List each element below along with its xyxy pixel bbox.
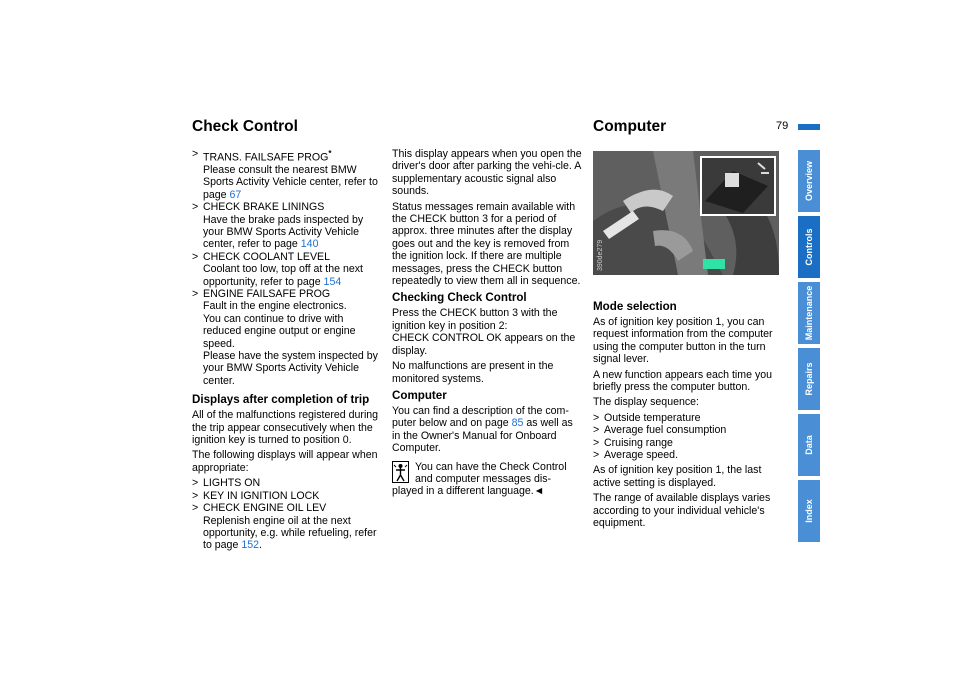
note-box: You can have the Check Control and computer messages dis-played in a different language.◄ bbox=[392, 460, 567, 498]
page-marker-bar bbox=[798, 124, 820, 130]
tab-data[interactable]: Data bbox=[798, 414, 820, 476]
list-item: > Cruising range bbox=[593, 436, 673, 449]
paragraph: No malfunctions are present in the monitored systems. bbox=[392, 360, 554, 385]
tab-repairs[interactable]: Repairs bbox=[798, 348, 820, 410]
list-item: > Average speed. bbox=[593, 449, 679, 462]
paragraph: This display appears when you open the driver's door after parking the vehi-cle. A supplementary acoustic signal also sounds. bbox=[392, 148, 582, 198]
column-1 bbox=[192, 148, 382, 552]
paragraph: A new function appears each time you briefly press the computer button. bbox=[593, 368, 773, 394]
column-3 bbox=[593, 296, 783, 533]
section-heading: Mode selection bbox=[593, 300, 677, 313]
paragraph: Status messages remain available with the CHECK button 3 for a period of approx. three minutes after the display goes out and the key is removed from the ignition lock. If there are multiple messages, press the CHECK button repeatedly to view them all in sequence. bbox=[392, 200, 581, 288]
list-item: > TRANS. FAILSAFE PROG* Please consult the nearest BMW Sports Activity Vehicle center, refer to page 67 bbox=[192, 148, 378, 201]
left-section-title: Check Control bbox=[192, 118, 298, 135]
paragraph: All of the malfunctions registered during the trip appear consecutively when the ignition key is turned to position 0. bbox=[192, 409, 379, 447]
tab-overview[interactable]: Overview bbox=[798, 150, 820, 212]
list-item: > CHECK COOLANT LEVEL Coolant too low, top off at the next opportunity, refer to page 154 bbox=[192, 250, 363, 288]
section-heading: Checking Check Control bbox=[392, 291, 527, 305]
photo-code: 390de279 bbox=[597, 239, 604, 271]
list-item: > CHECK ENGINE OIL LEV Replenish engine oil at the next opportunity, e.g. while refueling, refer to page 152. bbox=[192, 502, 377, 552]
page-link[interactable]: 152 bbox=[241, 539, 259, 552]
list-item: > Outside temperature bbox=[593, 411, 701, 424]
paragraph: The range of available displays varies according to your individual vehicle's equipment. bbox=[593, 492, 771, 530]
page-link[interactable]: 67 bbox=[229, 188, 242, 201]
page-link[interactable]: 85 bbox=[511, 417, 524, 430]
page-link[interactable]: 140 bbox=[300, 238, 319, 251]
section-heading: Displays after completion of trip bbox=[192, 393, 370, 407]
list-item: > CHECK BRAKE LININGS Have the brake pads inspected by your BMW Sports Activity Vehicle center, refer to page 140 bbox=[192, 201, 364, 251]
section-heading: Computer bbox=[392, 388, 447, 402]
list-item: > Average fuel consumption bbox=[593, 424, 727, 437]
page-link[interactable]: 154 bbox=[323, 275, 342, 288]
person-warning-icon bbox=[392, 461, 409, 483]
paragraph: Press the CHECK button 3 with the ignition key in position 2: CHECK CONTROL OK appears on the display. bbox=[392, 307, 576, 357]
tab-index[interactable]: Index bbox=[798, 480, 820, 542]
list-item: > KEY IN IGNITION LOCK bbox=[192, 489, 320, 502]
tab-maintenance[interactable]: Maintenance bbox=[798, 282, 820, 344]
paragraph: As of ignition key position 1, you can request information from the computer using the computer button in the turn signal lever. bbox=[593, 316, 773, 366]
page-number: 79 bbox=[776, 120, 789, 132]
paragraph: As of ignition key position 1, the last active setting is displayed. bbox=[593, 464, 762, 489]
tab-controls[interactable]: Controls bbox=[798, 216, 820, 278]
right-section-title: Computer bbox=[593, 118, 667, 135]
steering-column-photo bbox=[593, 151, 779, 275]
list-item: > ENGINE FAILSAFE PROG Fault in the engine electronics. You can continue to drive with reduced engine output or engine speed. Please have the system inspected by your BMW Sports Activity Vehicle center. bbox=[192, 288, 378, 387]
paragraph: The following displays will appear when appropriate: bbox=[192, 449, 378, 474]
paragraph: The display sequence: bbox=[593, 396, 700, 409]
paragraph: You can find a description of the com-puter below and on page 85 as well as in the Owner's Manual for Onboard Computer. bbox=[392, 404, 573, 455]
column-2 bbox=[392, 148, 582, 498]
list-item: > LIGHTS ON bbox=[192, 477, 261, 490]
